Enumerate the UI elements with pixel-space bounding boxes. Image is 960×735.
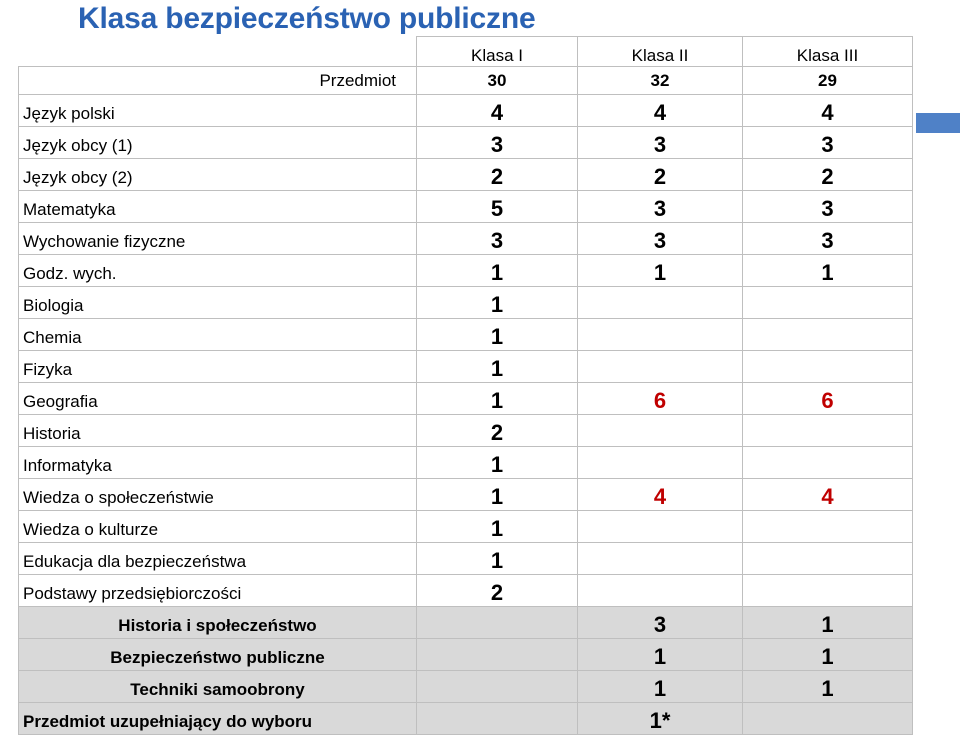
table-row <box>19 159 913 191</box>
hours-cell: 1 <box>578 255 743 287</box>
extended-hours-cell <box>417 703 578 735</box>
hours-cell: 4 <box>417 95 578 127</box>
header-class-1: Klasa I <box>417 37 578 67</box>
header-class-3: Klasa III <box>743 37 913 67</box>
hours-cell <box>578 319 743 351</box>
hours-cell: 1 <box>417 351 578 383</box>
extended-table-row <box>19 607 913 639</box>
hours-cell: 3 <box>578 191 743 223</box>
hours-cell: 4 <box>743 95 913 127</box>
header-class-2: Klasa II <box>578 37 743 67</box>
table-row <box>19 223 913 255</box>
hours-cell: 1 <box>417 511 578 543</box>
hours-cell: 6 <box>578 383 743 415</box>
subject-cell: Podstawy przedsiębiorczości <box>19 575 417 607</box>
hours-cell: 1 <box>417 479 578 511</box>
hours-cell <box>743 319 913 351</box>
subject-cell: Fizyka <box>19 351 417 383</box>
hours-cell <box>578 415 743 447</box>
header-subject-label: Przedmiot <box>19 67 417 95</box>
subject-cell: Język obcy (1) <box>19 127 417 159</box>
hours-cell: 3 <box>578 127 743 159</box>
hours-cell <box>578 543 743 575</box>
hours-cell <box>578 287 743 319</box>
subject-cell: Wychowanie fizyczne <box>19 223 417 255</box>
hours-cell: 2 <box>417 575 578 607</box>
extended-table-row <box>19 703 913 735</box>
subject-cell: Informatyka <box>19 447 417 479</box>
extended-hours-cell: 1* <box>578 703 743 735</box>
hours-cell <box>578 351 743 383</box>
subject-cell: Edukacja dla bezpieczeństwa <box>19 543 417 575</box>
hours-cell <box>578 575 743 607</box>
subject-cell: Wiedza o kulturze <box>19 511 417 543</box>
hours-cell: 3 <box>417 127 578 159</box>
subject-cell: Geografia <box>19 383 417 415</box>
hours-cell: 5 <box>417 191 578 223</box>
header-empty-cell <box>19 37 417 67</box>
table-row <box>19 383 913 415</box>
total-class-1: 30 <box>417 67 578 95</box>
hours-cell: 4 <box>578 95 743 127</box>
hours-cell: 1 <box>417 255 578 287</box>
table-row <box>19 415 913 447</box>
hours-cell: 4 <box>743 479 913 511</box>
hours-cell <box>743 447 913 479</box>
hours-cell: 1 <box>417 319 578 351</box>
hours-cell: 3 <box>417 223 578 255</box>
subject-cell: Historia <box>19 415 417 447</box>
hours-cell: 1 <box>417 447 578 479</box>
hours-cell: 1 <box>417 287 578 319</box>
extended-subject-cell: Przedmiot uzupełniający do wyboru <box>19 703 417 735</box>
table-row <box>19 543 913 575</box>
page-title: Klasa bezpieczeństwo publiczne <box>78 2 536 35</box>
table-row <box>19 479 913 511</box>
table-row <box>19 351 913 383</box>
hours-cell: 2 <box>578 159 743 191</box>
table-row <box>19 127 913 159</box>
hours-cell <box>578 511 743 543</box>
extended-hours-cell: 1 <box>743 671 913 703</box>
hours-cell: 3 <box>743 191 913 223</box>
table-row <box>19 511 913 543</box>
hours-cell <box>743 415 913 447</box>
extended-hours-cell <box>417 639 578 671</box>
extended-hours-cell: 3 <box>578 607 743 639</box>
hours-cell <box>743 511 913 543</box>
extended-hours-cell: 1 <box>743 639 913 671</box>
header-row-totals <box>19 67 913 95</box>
hours-cell: 1 <box>743 255 913 287</box>
table-row <box>19 447 913 479</box>
total-class-3: 29 <box>743 67 913 95</box>
hours-cell <box>743 351 913 383</box>
hours-cell: 3 <box>743 223 913 255</box>
extended-table-row <box>19 639 913 671</box>
subject-cell: Język polski <box>19 95 417 127</box>
header-row-classes <box>19 37 913 67</box>
extended-hours-cell: 1 <box>578 671 743 703</box>
hours-cell: 2 <box>743 159 913 191</box>
extended-table-row <box>19 671 913 703</box>
extended-subject-cell: Bezpieczeństwo publiczne <box>19 639 417 671</box>
hours-cell: 3 <box>743 127 913 159</box>
subjects-table <box>18 36 913 735</box>
subject-cell: Godz. wych. <box>19 255 417 287</box>
hours-cell <box>743 543 913 575</box>
hours-cell: 1 <box>417 383 578 415</box>
extended-hours-cell <box>417 607 578 639</box>
extended-subject-cell: Historia i społeczeństwo <box>19 607 417 639</box>
table-row <box>19 255 913 287</box>
hours-cell: 4 <box>578 479 743 511</box>
subject-cell: Język obcy (2) <box>19 159 417 191</box>
table-row <box>19 319 913 351</box>
hours-cell: 1 <box>417 543 578 575</box>
hours-cell: 2 <box>417 159 578 191</box>
hours-cell <box>743 575 913 607</box>
table-row <box>19 95 913 127</box>
extended-hours-cell: 1 <box>743 607 913 639</box>
extended-subject-cell: Techniki samoobrony <box>19 671 417 703</box>
slide-accent-bar <box>916 113 960 133</box>
table-row <box>19 287 913 319</box>
subject-cell: Chemia <box>19 319 417 351</box>
subject-cell: Matematyka <box>19 191 417 223</box>
hours-cell: 2 <box>417 415 578 447</box>
table-row <box>19 575 913 607</box>
extended-hours-cell <box>417 671 578 703</box>
extended-hours-cell: 1 <box>578 639 743 671</box>
table-row <box>19 191 913 223</box>
hours-cell: 6 <box>743 383 913 415</box>
hours-cell <box>743 287 913 319</box>
extended-hours-cell <box>743 703 913 735</box>
subject-cell: Biologia <box>19 287 417 319</box>
subject-cell: Wiedza o społeczeństwie <box>19 479 417 511</box>
hours-cell <box>578 447 743 479</box>
hours-cell: 3 <box>578 223 743 255</box>
total-class-2: 32 <box>578 67 743 95</box>
